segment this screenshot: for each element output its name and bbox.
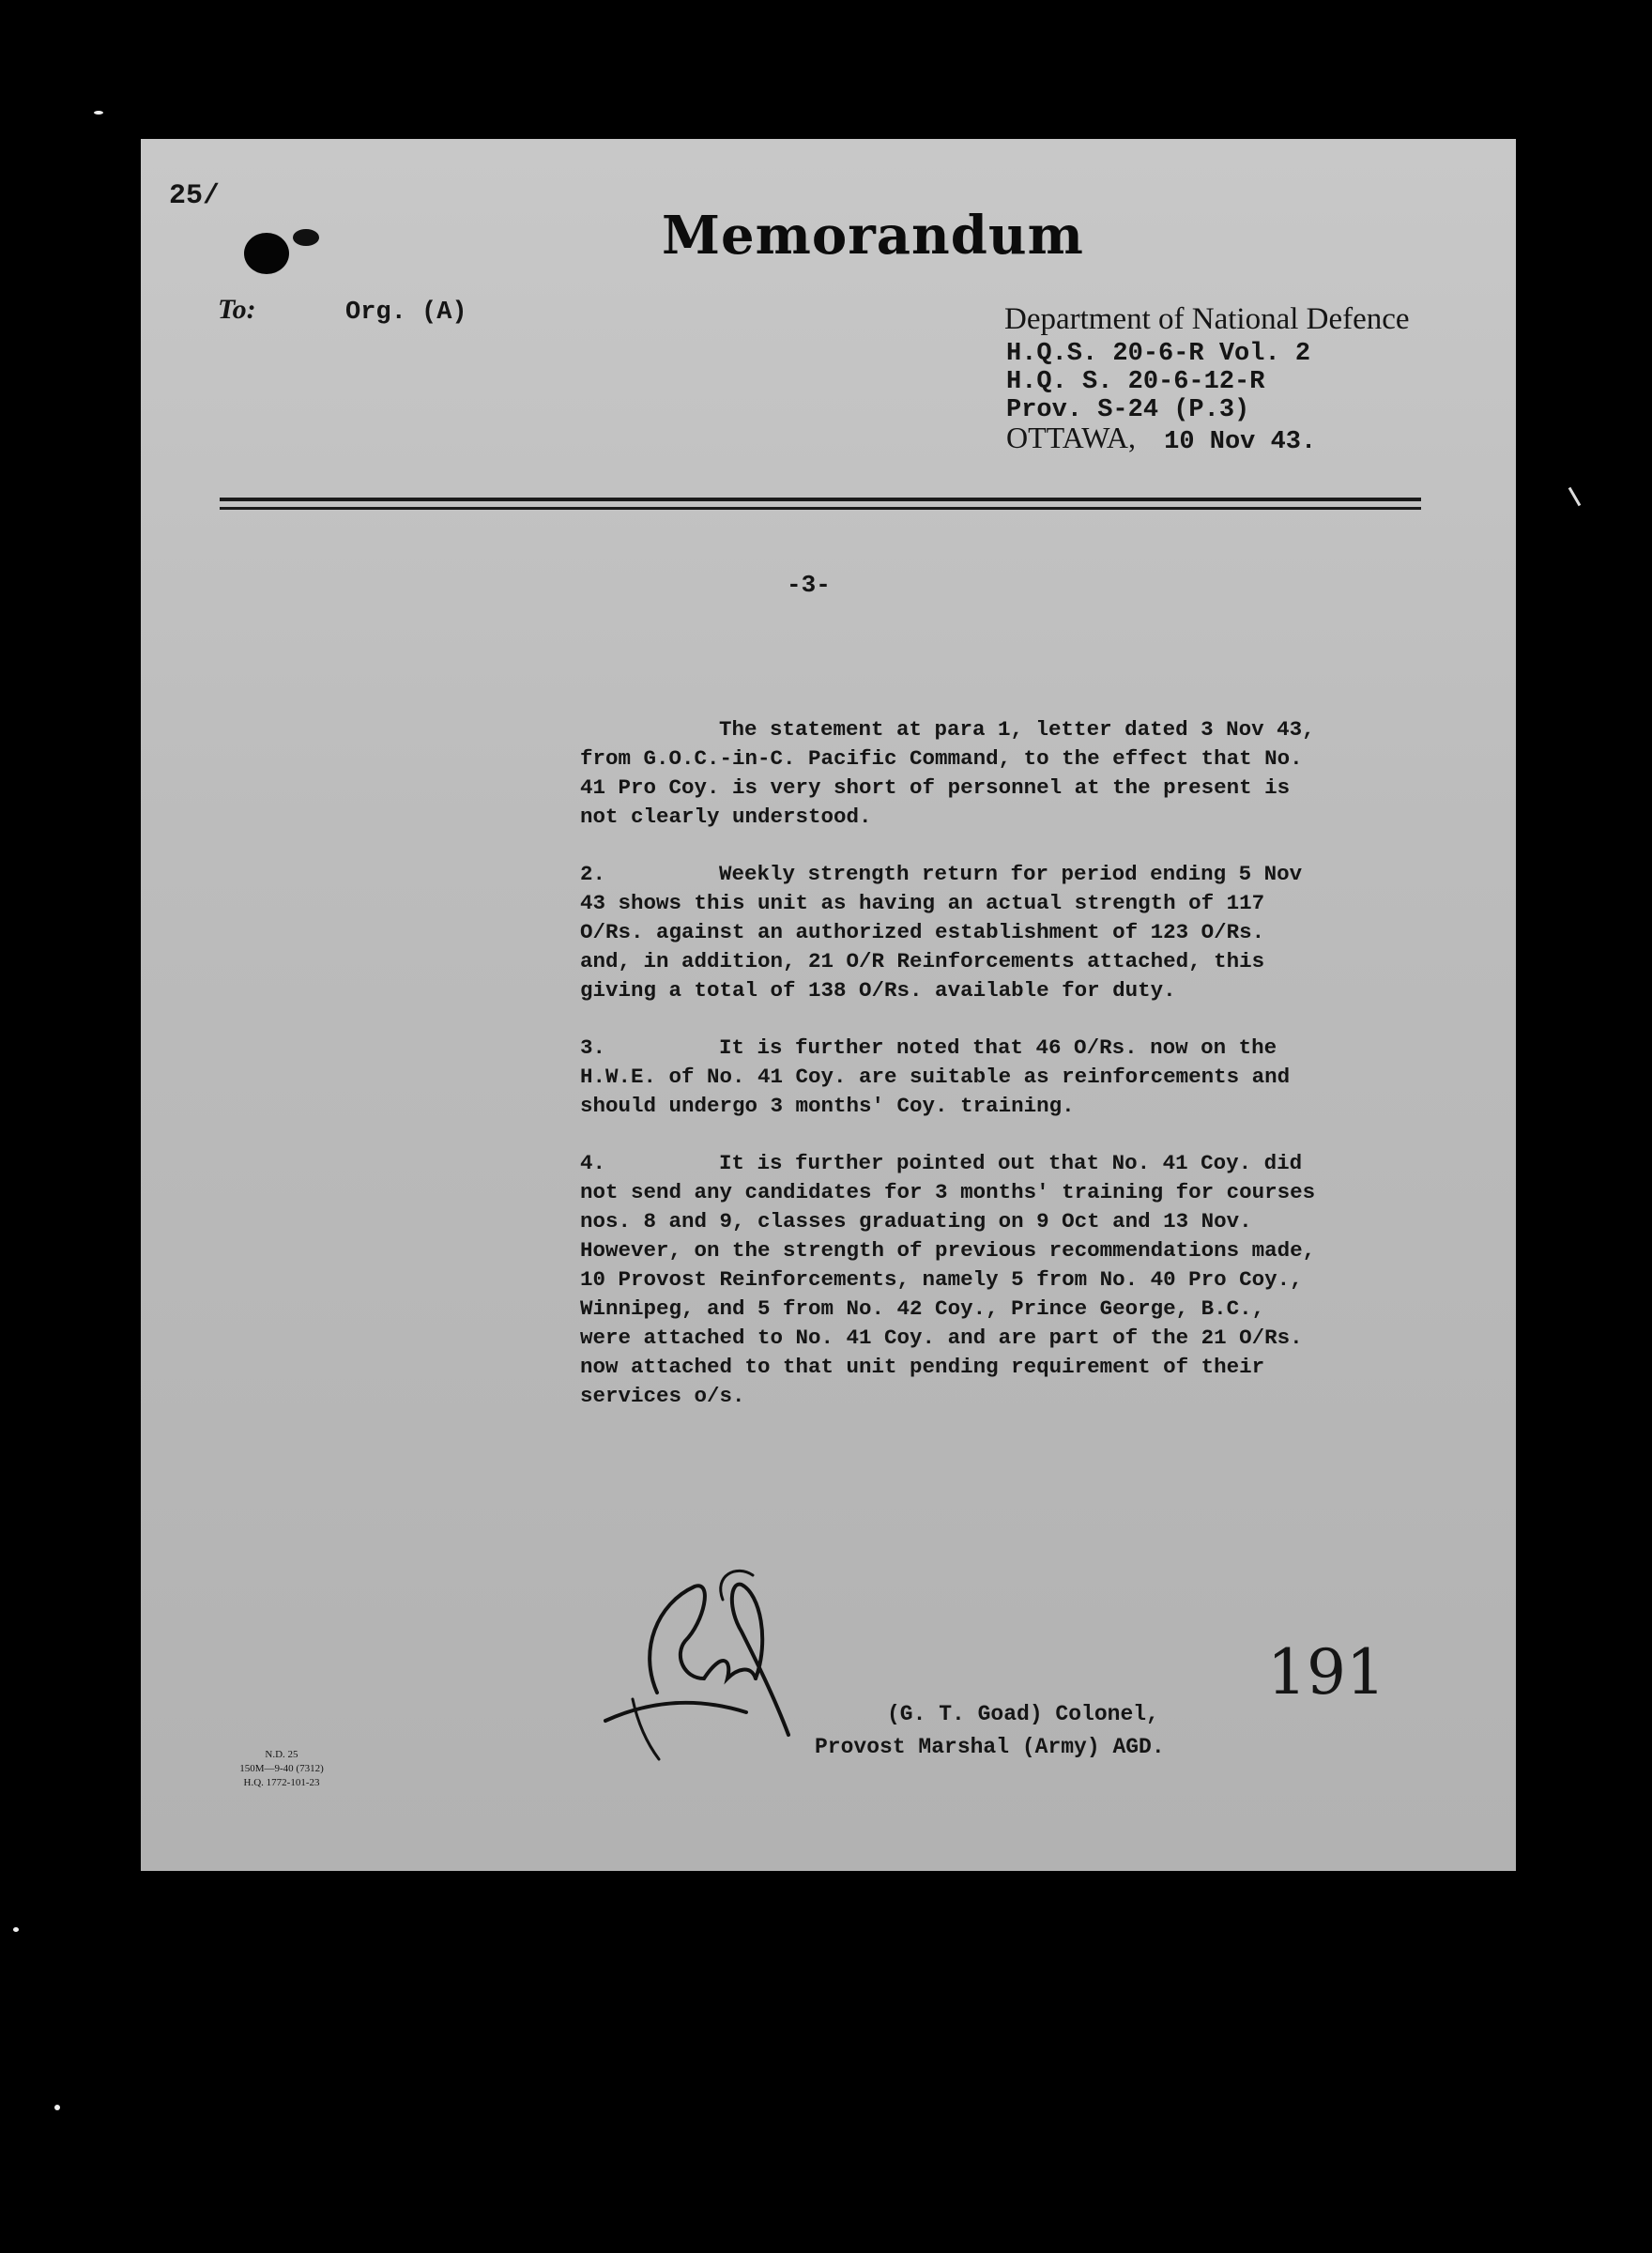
file-reference: 25/ [169,180,221,212]
ink-blot [244,233,289,274]
scan-speck [13,1927,19,1932]
reference-line: H.Q. S. 20-6-12-R [1006,368,1265,396]
handwritten-signature [573,1538,910,1763]
header-divider [220,507,1421,510]
folio-number: 191 [1267,1636,1385,1709]
memo-body [580,715,1322,1439]
memo-title: Memorandum [662,205,1084,267]
scan-speck [1568,487,1582,507]
paragraph-2: 2. Weekly strength return for period ending 5 Nov 43 shows this unit as having an actual strength of 117 O/Rs. against an authorized establishment of 123 O/Rs. and, in addition, 21 O/R Reinforcements attached, this giving a total of 138 O/Rs. available for duty. [580,862,1303,1003]
ink-blot [293,229,319,246]
scan-speck [94,111,103,115]
paragraph-3: 3. It is further noted that 46 O/Rs. now on the H.W.E. of No. 41 Coy. are suitable as reinforcements and should undergo 3 months' Coy. training. [580,1035,1291,1118]
paragraph-number: 3. [580,1035,606,1060]
paragraph-4: 4. It is further pointed out that No. 41 Coy. did not send any candidates for 3 months' training for courses nos. 8 and 9, classes graduating on 9 Oct and 13 Nov. However, on the strength of previous recommendations made, 10 Provost Reinforcements, namely 5 from No. 40 Pro Coy., Winnipeg, and 5 from No. 42 Coy., Prince George, B.C., were attached to No. 41 Coy. and are part of the 21 O/Rs. now attached to that unit pending requirement of their services o/s. [580,1151,1316,1408]
signatory-name: (G. T. Goad) Colonel, [887,1702,1159,1726]
memorandum-page [141,139,1516,1871]
paragraph-number: 4. [580,1151,606,1175]
to-recipient: Org. (A) [345,299,467,327]
header-divider [220,498,1421,501]
paragraph-1: The statement at para 1, letter dated 3 Nov 43, from G.O.C.-in-C. Pacific Command, to the effect that No. 41 Pro Coy. is very short of personnel at the present is not clearly understood. [580,717,1315,829]
place: OTTAWA, [1006,421,1136,454]
reference-line: H.Q.S. 20-6-R Vol. 2 [1006,340,1311,368]
to-label: To: [218,294,256,325]
signatory-title: Provost Marshal (Army) AGD. [815,1735,1165,1759]
form-identifier: N.D. 25 150M—9-40 (7312) H.Q. 1772-101-23 [239,1749,324,1788]
place-date-line [1006,421,1316,456]
department-name: Department of National Defence [1004,302,1410,336]
reference-line: Prov. S-24 (P.3) [1006,396,1250,424]
memo-date: 10 Nov 43. [1164,428,1317,456]
page-number: -3- [787,571,831,599]
paragraph-number: 2. [580,862,606,886]
scan-speck [54,2105,60,2110]
